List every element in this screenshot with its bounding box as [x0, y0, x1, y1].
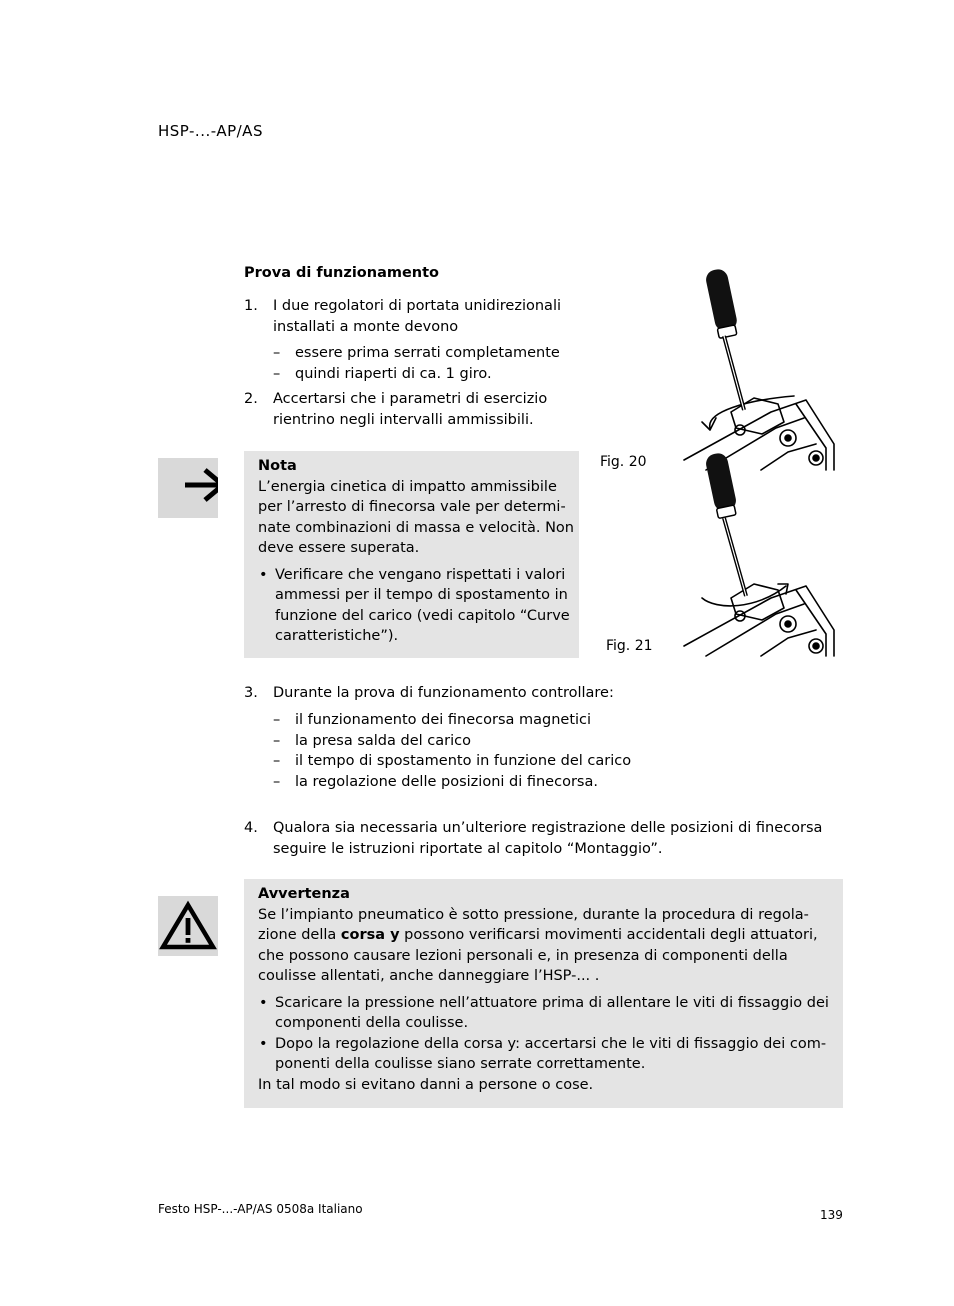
warning-line: coulisse allentati, anche danneggiare l’HSP-... .	[258, 968, 600, 984]
step-3-subitem: – il funzionamento dei finecorsa magnetici	[273, 710, 833, 731]
warning-line: che possono causare lezioni personali e, in presenza di componenti della	[258, 947, 788, 964]
step-1-line-2: installati a monte devono	[273, 318, 459, 335]
step-4-line-1: Qualora sia necessaria un’ulteriore registrazione delle posizioni di finecorsa	[273, 820, 823, 836]
warning-bullet	[258, 993, 838, 1034]
step-4-number: 4.	[244, 820, 258, 836]
note-box	[244, 451, 579, 658]
note-line: nate combinazioni di massa e velocità. Non	[258, 519, 574, 536]
step-3-number: 3.	[244, 685, 258, 701]
step-1-subitem: – essere prima serrati completamente	[273, 343, 593, 364]
warning-line	[258, 925, 838, 946]
warning-closing: In tal modo si evitano danni a persone o cose.	[258, 1076, 594, 1093]
warning-bullet-line: componenti della coulisse.	[275, 1015, 469, 1031]
note-line: L’energia cinetica di impatto ammissibile	[258, 478, 557, 495]
step-3-subitem: – il tempo di spostamento in funzione del carico	[273, 751, 833, 772]
warning-line: Se l’impianto pneumatico è sotto pressione, durante la procedura di regola-	[258, 906, 809, 923]
step-1-number: 1.	[244, 298, 258, 314]
step-2-number: 2.	[244, 391, 258, 407]
note-bullet-line: funzione del carico (vedi capitolo “Curve	[275, 607, 570, 624]
warning-line-text: zione della	[258, 927, 341, 943]
note-bullet	[258, 565, 576, 647]
warning-bold-text: corsa y	[340, 927, 400, 943]
note-bullet-line: caratteristiche”).	[275, 628, 399, 644]
note-line: deve essere superata.	[258, 540, 420, 556]
warning-bullet-line: ponenti della coulisse siano serrate correttamente.	[275, 1056, 646, 1072]
arrow-right-icon	[158, 458, 218, 518]
warning-bullet-line: • Dopo la regolazione della corsa y: accertarsi che le viti di fissaggio dei com-	[275, 1035, 827, 1052]
step-2-line-2: rientrino negli intervalli ammissibili.	[273, 411, 534, 428]
note-bullet-line: ammessi per il tempo di spostamento in	[275, 587, 568, 603]
warning-bullet-line: • Scaricare la pressione nell’attuatore prima di allentare le viti di fissaggio dei	[275, 994, 829, 1011]
page-number: 139	[820, 1208, 843, 1222]
footer-left: Festo HSP-...-AP/AS 0508a Italiano	[158, 1202, 363, 1216]
warning-line-text: possono verificarsi movimenti accidentali degli attuatori,	[399, 927, 818, 943]
step-3-sublist	[273, 710, 833, 792]
warning-title: Avvertenza	[258, 886, 350, 902]
step-1-subitem: – quindi riaperti di ca. 1 giro.	[273, 364, 593, 385]
warning-bullet	[258, 1034, 838, 1075]
warning-triangle-icon	[158, 896, 218, 956]
warning-box	[244, 879, 843, 1108]
step-4-text	[273, 818, 843, 859]
step-3-text: Durante la prova di funzionamento controllare:	[273, 685, 614, 701]
section-title: Prova di funzionamento	[244, 265, 440, 281]
warning-icon-box	[158, 896, 218, 956]
step-1-text	[273, 296, 593, 337]
note-icon-box	[158, 458, 218, 518]
note-bullet-list	[258, 565, 576, 647]
figure-20-illustration	[676, 262, 846, 474]
document-header: HSP-...-AP/AS	[158, 122, 263, 140]
step-1-sublist	[273, 343, 593, 384]
note-title: Nota	[258, 458, 297, 474]
step-2-line-1: Accertarsi che i parametri di esercizio	[273, 391, 548, 407]
warning-bullet-list	[258, 993, 838, 1075]
figure-21-illustration	[676, 450, 846, 660]
note-line: per l’arresto di finecorsa vale per determi-	[258, 499, 566, 515]
step-2-text	[273, 389, 593, 430]
step-1-line-1: I due regolatori di portata unidirezionali	[273, 298, 561, 314]
figure-21-label: Fig. 21	[606, 638, 653, 654]
note-bullet-line: • Verificare che vengano rispettati i valori	[275, 566, 566, 583]
step-3-subitem: – la presa salda del carico	[273, 731, 833, 752]
step-3-subitem: – la regolazione delle posizioni di finecorsa.	[273, 772, 833, 793]
figure-20-label: Fig. 20	[600, 454, 647, 470]
step-4-line-2: seguire le istruzioni riportate al capitolo “Montaggio”.	[273, 840, 663, 857]
